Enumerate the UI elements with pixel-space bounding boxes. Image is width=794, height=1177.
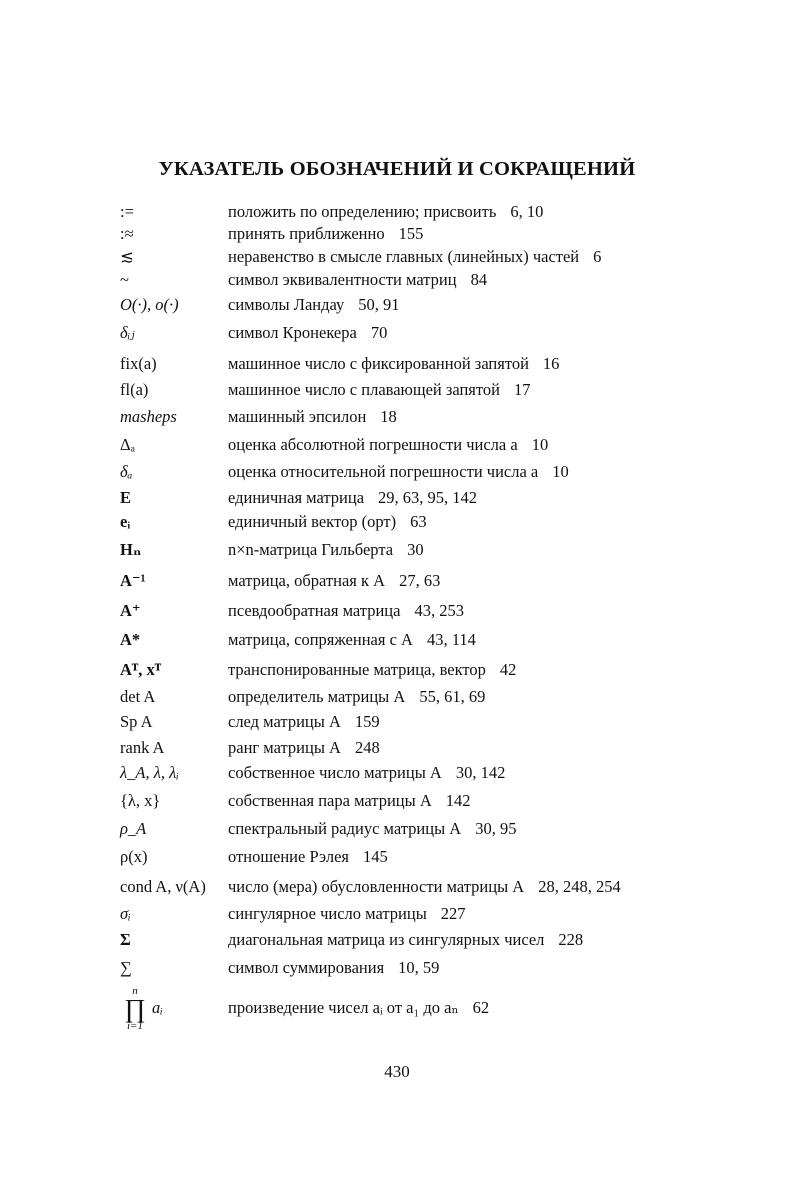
entry-symbol: A* [120, 630, 141, 649]
entry-description: собственная пара матрицы A [228, 791, 432, 810]
entry-pages: 228 [558, 930, 584, 949]
entry-pages: 145 [362, 847, 388, 866]
entry-pages: 62 [472, 998, 490, 1017]
entry-description: единичная матрица [228, 488, 365, 507]
product-operator: ∏ [124, 994, 146, 1023]
entry-description: матрица, обратная к A [228, 571, 386, 590]
index-entry [120, 486, 760, 510]
entry-description: транспонированные матрица, вектор [228, 660, 486, 679]
entry-symbol: fix(a) [120, 354, 157, 373]
entry-symbol: ρ_A [120, 819, 147, 838]
entry-symbol: ρ(x) [120, 847, 148, 866]
entry-description: машинное число с плавающей запятой [228, 380, 500, 399]
entry-symbol: rank A [120, 738, 165, 757]
entry-pages: 248 [354, 738, 380, 757]
index-entry [120, 510, 760, 534]
entry-pages: 18 [380, 407, 397, 426]
entry-pages: 155 [398, 224, 424, 243]
entry-pages: 27, 63 [399, 571, 441, 590]
entry-symbol: δₐ [120, 462, 133, 481]
entry-description: символ суммирования [228, 958, 385, 977]
entry-description: след матрицы A [228, 712, 341, 731]
entry-symbol: Sp A [120, 712, 153, 731]
entry-pages: 70 [370, 323, 388, 342]
entry-description: символ эквивалентности матриц [228, 270, 457, 289]
entry-description: оценка абсолютной погрешности числа a [228, 435, 518, 454]
index-entry [120, 433, 760, 457]
entry-description: неравенство в смысле главных (линейных) частей [228, 247, 580, 266]
index-entry [120, 352, 760, 376]
entry-pages: 30, 95 [475, 819, 517, 838]
entry-symbol: ∑ [120, 958, 132, 977]
entry-description: спектральный радиус матрицы A [228, 819, 462, 838]
entry-symbol: masheps [120, 407, 177, 426]
index-entry [120, 902, 760, 926]
index-entry [120, 599, 760, 623]
entry-pages: 50, 91 [358, 295, 400, 314]
entry-symbol: := [120, 202, 134, 221]
entry-pages: 84 [470, 270, 488, 289]
index-entry [120, 538, 760, 562]
entry-symbol: det A [120, 687, 156, 706]
entry-description: диагональная матрица из сингулярных чисел [228, 930, 545, 949]
entry-pages: 142 [445, 791, 471, 810]
entry-pages: 227 [440, 904, 466, 923]
entry-symbol: σᵢ [120, 904, 131, 923]
index-entry [120, 460, 760, 484]
entry-description: символ Кронекера [228, 323, 357, 342]
entry-symbol: cond A, ν(A) [120, 877, 206, 896]
entry-pages: 30 [407, 540, 424, 559]
entry-symbol: {λ, x} [120, 791, 161, 810]
entry-symbol: ≲ [120, 247, 134, 266]
entry-symbol: fl(a) [120, 380, 149, 399]
entry-symbol: λ_A, λ, λᵢ [120, 763, 179, 782]
entry-symbol: Σ [120, 930, 131, 949]
index-entry [120, 817, 760, 841]
entry-pages: 63 [410, 512, 427, 531]
entry-pages: 6 [593, 247, 602, 266]
entry-description: отношение Рэлея [228, 847, 349, 866]
product-lower-limit: i=1 [127, 1020, 143, 1032]
entry-description: принять приближенно [228, 224, 385, 243]
index-entry [120, 845, 760, 869]
entry-pages: 29, 63, 95, 142 [378, 488, 478, 507]
index-entry [120, 628, 760, 652]
entry-description: машинный эпсилон [228, 407, 367, 426]
index-entry [120, 268, 760, 292]
entry-symbol: Aᵀ, xᵀ [120, 660, 162, 679]
entry-pages: 43, 114 [426, 630, 476, 649]
index-entry [120, 736, 760, 760]
product-upper-limit: n [132, 985, 138, 997]
index-entry [120, 710, 760, 734]
product-term: aᵢ [152, 998, 163, 1017]
index-entry [120, 956, 760, 980]
entry-pages: 10, 59 [398, 958, 440, 977]
index-entry [120, 928, 760, 952]
index-entry [120, 569, 760, 593]
entry-description: машинное число с фиксированной запятой [228, 354, 529, 373]
entry-pages: 55, 61, 69 [419, 687, 486, 706]
entry-pages: 16 [542, 354, 560, 373]
entry-symbol: eᵢ [120, 512, 131, 531]
entry-symbol: Hₙ [120, 540, 142, 559]
entry-symbol: δᵢⱼ [120, 323, 135, 342]
page-title: УКАЗАТЕЛЬ ОБОЗНАЧЕНИЙ И СОКРАЩЕНИЙ [158, 158, 636, 180]
entry-symbol: O(·), o(·) [120, 295, 179, 314]
entry-description: ранг матрицы A [228, 738, 341, 757]
index-entry [120, 875, 760, 899]
index-entry [120, 658, 760, 682]
entry-description: произведение чисел aᵢ от a₁ до aₙ [228, 998, 459, 1017]
entry-pages: 30, 142 [455, 763, 506, 782]
entry-description: n×n-матрица Гильберта [228, 540, 394, 559]
entry-pages: 6, 10 [510, 202, 544, 221]
index-entry [120, 222, 760, 246]
entry-description: определитель матрицы A [228, 687, 406, 706]
index-entry [120, 293, 760, 317]
entry-symbol: ~ [120, 270, 129, 289]
entry-description: единичный вектор (орт) [228, 512, 397, 531]
index-entry [120, 789, 760, 813]
index-entry [120, 685, 760, 709]
entry-description: собственное число матрицы A [228, 763, 442, 782]
entry-description: оценка относительной погрешности числа a [228, 462, 539, 481]
entry-pages: 10 [531, 435, 549, 454]
entry-pages: 42 [499, 660, 517, 679]
entry-symbol: E [120, 488, 132, 507]
index-entry [120, 405, 760, 429]
entry-description: сингулярное число матрицы [228, 904, 427, 923]
index-entry [120, 321, 760, 345]
entry-pages: 43, 253 [414, 601, 464, 620]
entry-pages: 28, 248, 254 [538, 877, 621, 896]
index-entry [120, 245, 760, 269]
entry-pages: 17 [513, 380, 531, 399]
entry-symbol: A⁺ [120, 601, 141, 620]
index-entry [120, 378, 760, 402]
entry-symbol: A⁻¹ [120, 571, 146, 590]
entry-pages: 10 [552, 462, 569, 481]
entry-description: положить по определению; присвоить [228, 202, 497, 221]
entry-description: матрица, сопряженная с A [228, 630, 413, 649]
index-entry [120, 200, 760, 224]
entry-symbol: :≈ [120, 224, 134, 243]
entry-description: число (мера) обусловленности матрицы A [228, 877, 525, 896]
entry-description: символы Ландау [228, 295, 345, 314]
entry-description: псевдообратная матрица [228, 601, 401, 620]
page-number: 430 [384, 1062, 410, 1081]
index-entry [120, 761, 760, 785]
entry-symbol: Δₐ [120, 435, 136, 454]
entry-pages: 159 [354, 712, 380, 731]
